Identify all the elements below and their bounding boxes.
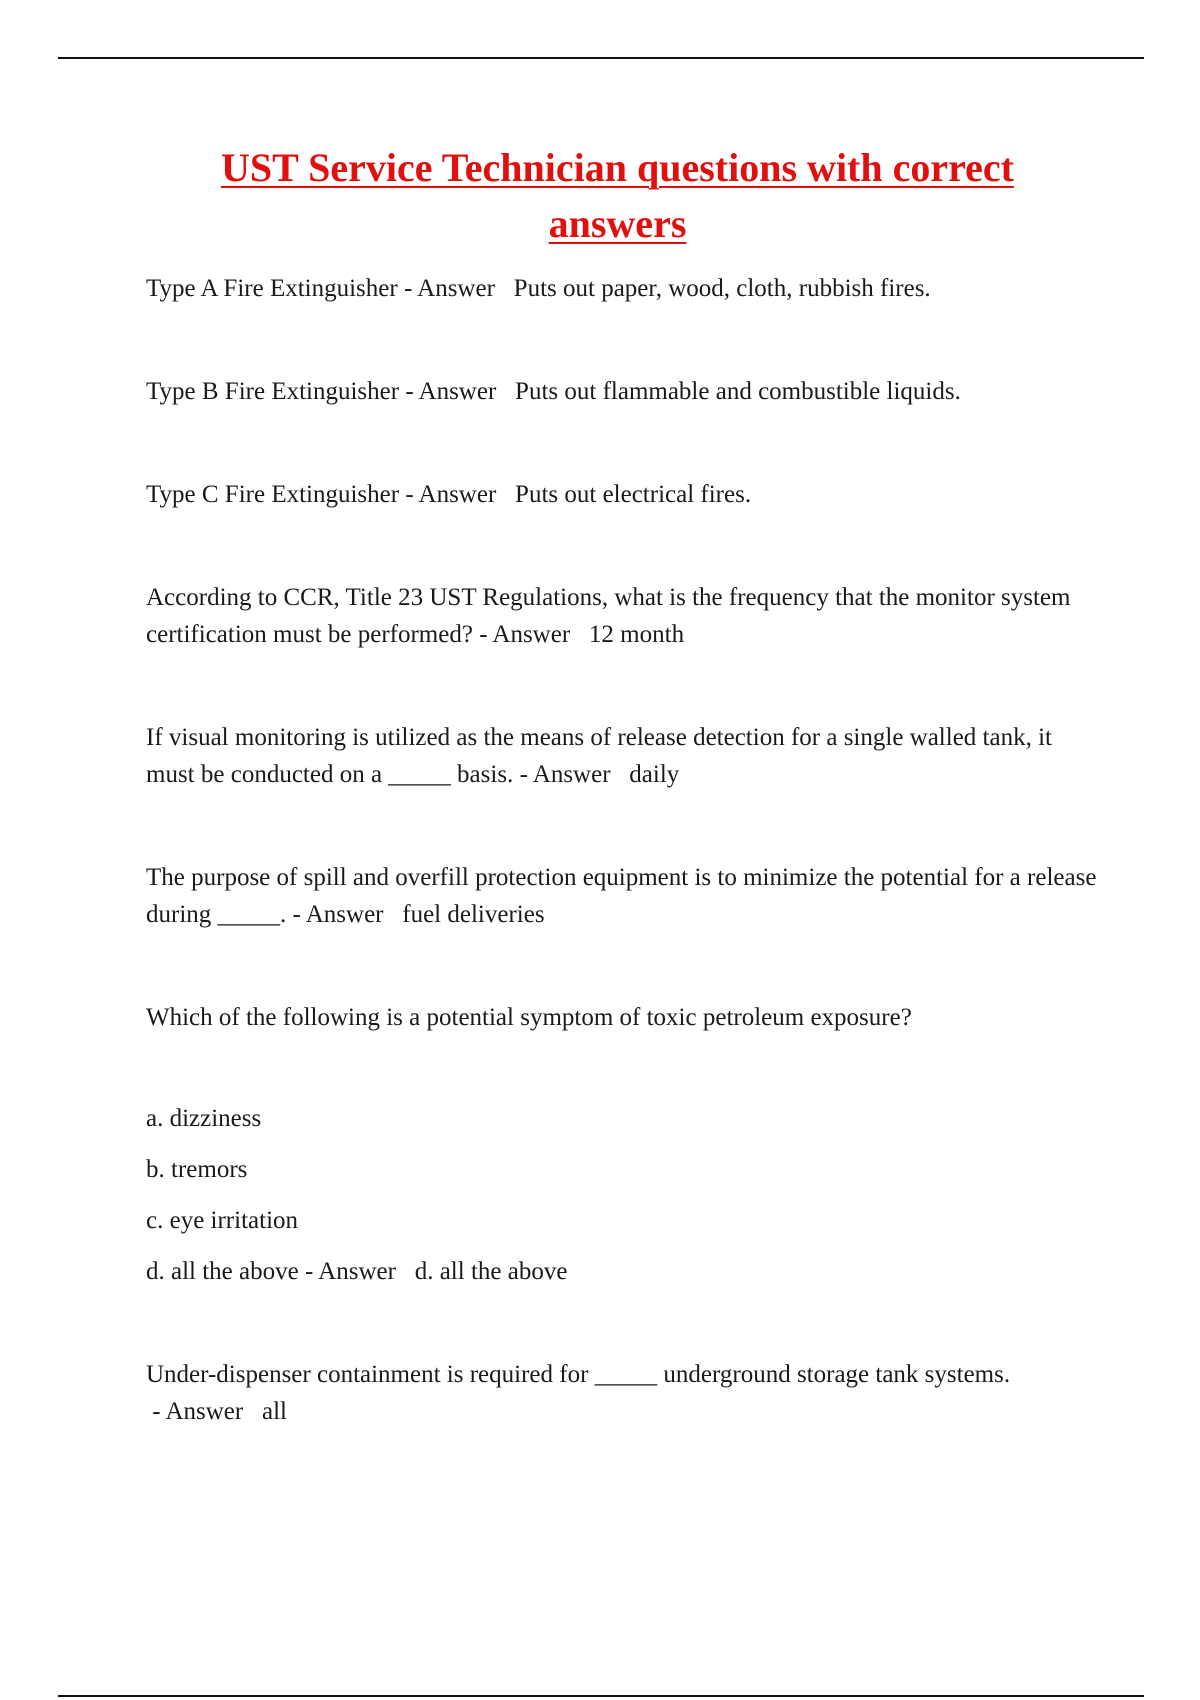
answer-separator: - Answer xyxy=(399,481,516,508)
answer-separator: - Answer xyxy=(513,761,630,788)
question-text: If visual monitoring is utilized as the means of release detection for a single walled tank, it must be conducted on a _____ basis. xyxy=(146,724,1052,788)
answer-separator: - Answer xyxy=(399,378,516,405)
mc-question: Which of the following is a potential symptom of toxic petroleum exposure? xyxy=(146,1004,912,1031)
answer-separator: - Answer xyxy=(397,275,514,302)
mc-option: a. dizziness xyxy=(146,1105,262,1132)
qa-item xyxy=(146,373,1106,410)
question-text: According to CCR, Title 23 UST Regulations, what is the frequency that the monitor system certification must be performed? xyxy=(146,584,1071,648)
answer-text: Puts out electrical fires. xyxy=(515,481,752,508)
footer-rule xyxy=(58,1695,1144,1697)
answer-separator: - Answer xyxy=(146,1398,262,1425)
question-text: Type A Fire Extinguisher xyxy=(146,275,398,302)
mc-option-text: d. all the above xyxy=(146,1258,299,1285)
answer-text: daily xyxy=(629,761,680,788)
answer-text: Puts out paper, wood, cloth, rubbish fires. xyxy=(513,275,931,302)
question-text: Type C Fire Extinguisher xyxy=(146,481,400,508)
question-text: Type B Fire Extinguisher xyxy=(146,378,400,405)
qa-item xyxy=(146,579,1106,653)
question-text: The purpose of spill and overfill protection equipment is to minimize the potential for a release during _____. xyxy=(146,864,1097,928)
header-rule xyxy=(58,57,1144,59)
answer-separator: - Answer xyxy=(472,621,589,648)
document-body xyxy=(146,270,1106,1496)
answer-text: d. all the above xyxy=(414,1258,568,1285)
answer-text: all xyxy=(261,1398,287,1425)
qa-item xyxy=(146,859,1106,933)
qa-item xyxy=(146,1356,1106,1430)
answer-text: 12 month xyxy=(588,621,685,648)
mc-option: b. tremors xyxy=(146,1156,248,1183)
qa-item xyxy=(146,719,1106,793)
answer-text: fuel deliveries xyxy=(402,901,545,928)
answer-separator: - Answer xyxy=(286,901,403,928)
answer-separator: - Answer xyxy=(298,1258,415,1285)
document-title: UST Service Technician questions with correct answers xyxy=(221,145,1014,246)
question-text: Under-dispenser containment is required for _____ underground storage tank systems. xyxy=(146,1361,1011,1388)
mc-option-with-answer xyxy=(146,1253,1106,1290)
answer-text: Puts out flammable and combustible liquids. xyxy=(515,378,961,405)
mc-option: c. eye irritation xyxy=(146,1207,299,1234)
qa-item xyxy=(146,270,1106,307)
qa-item xyxy=(146,476,1106,513)
